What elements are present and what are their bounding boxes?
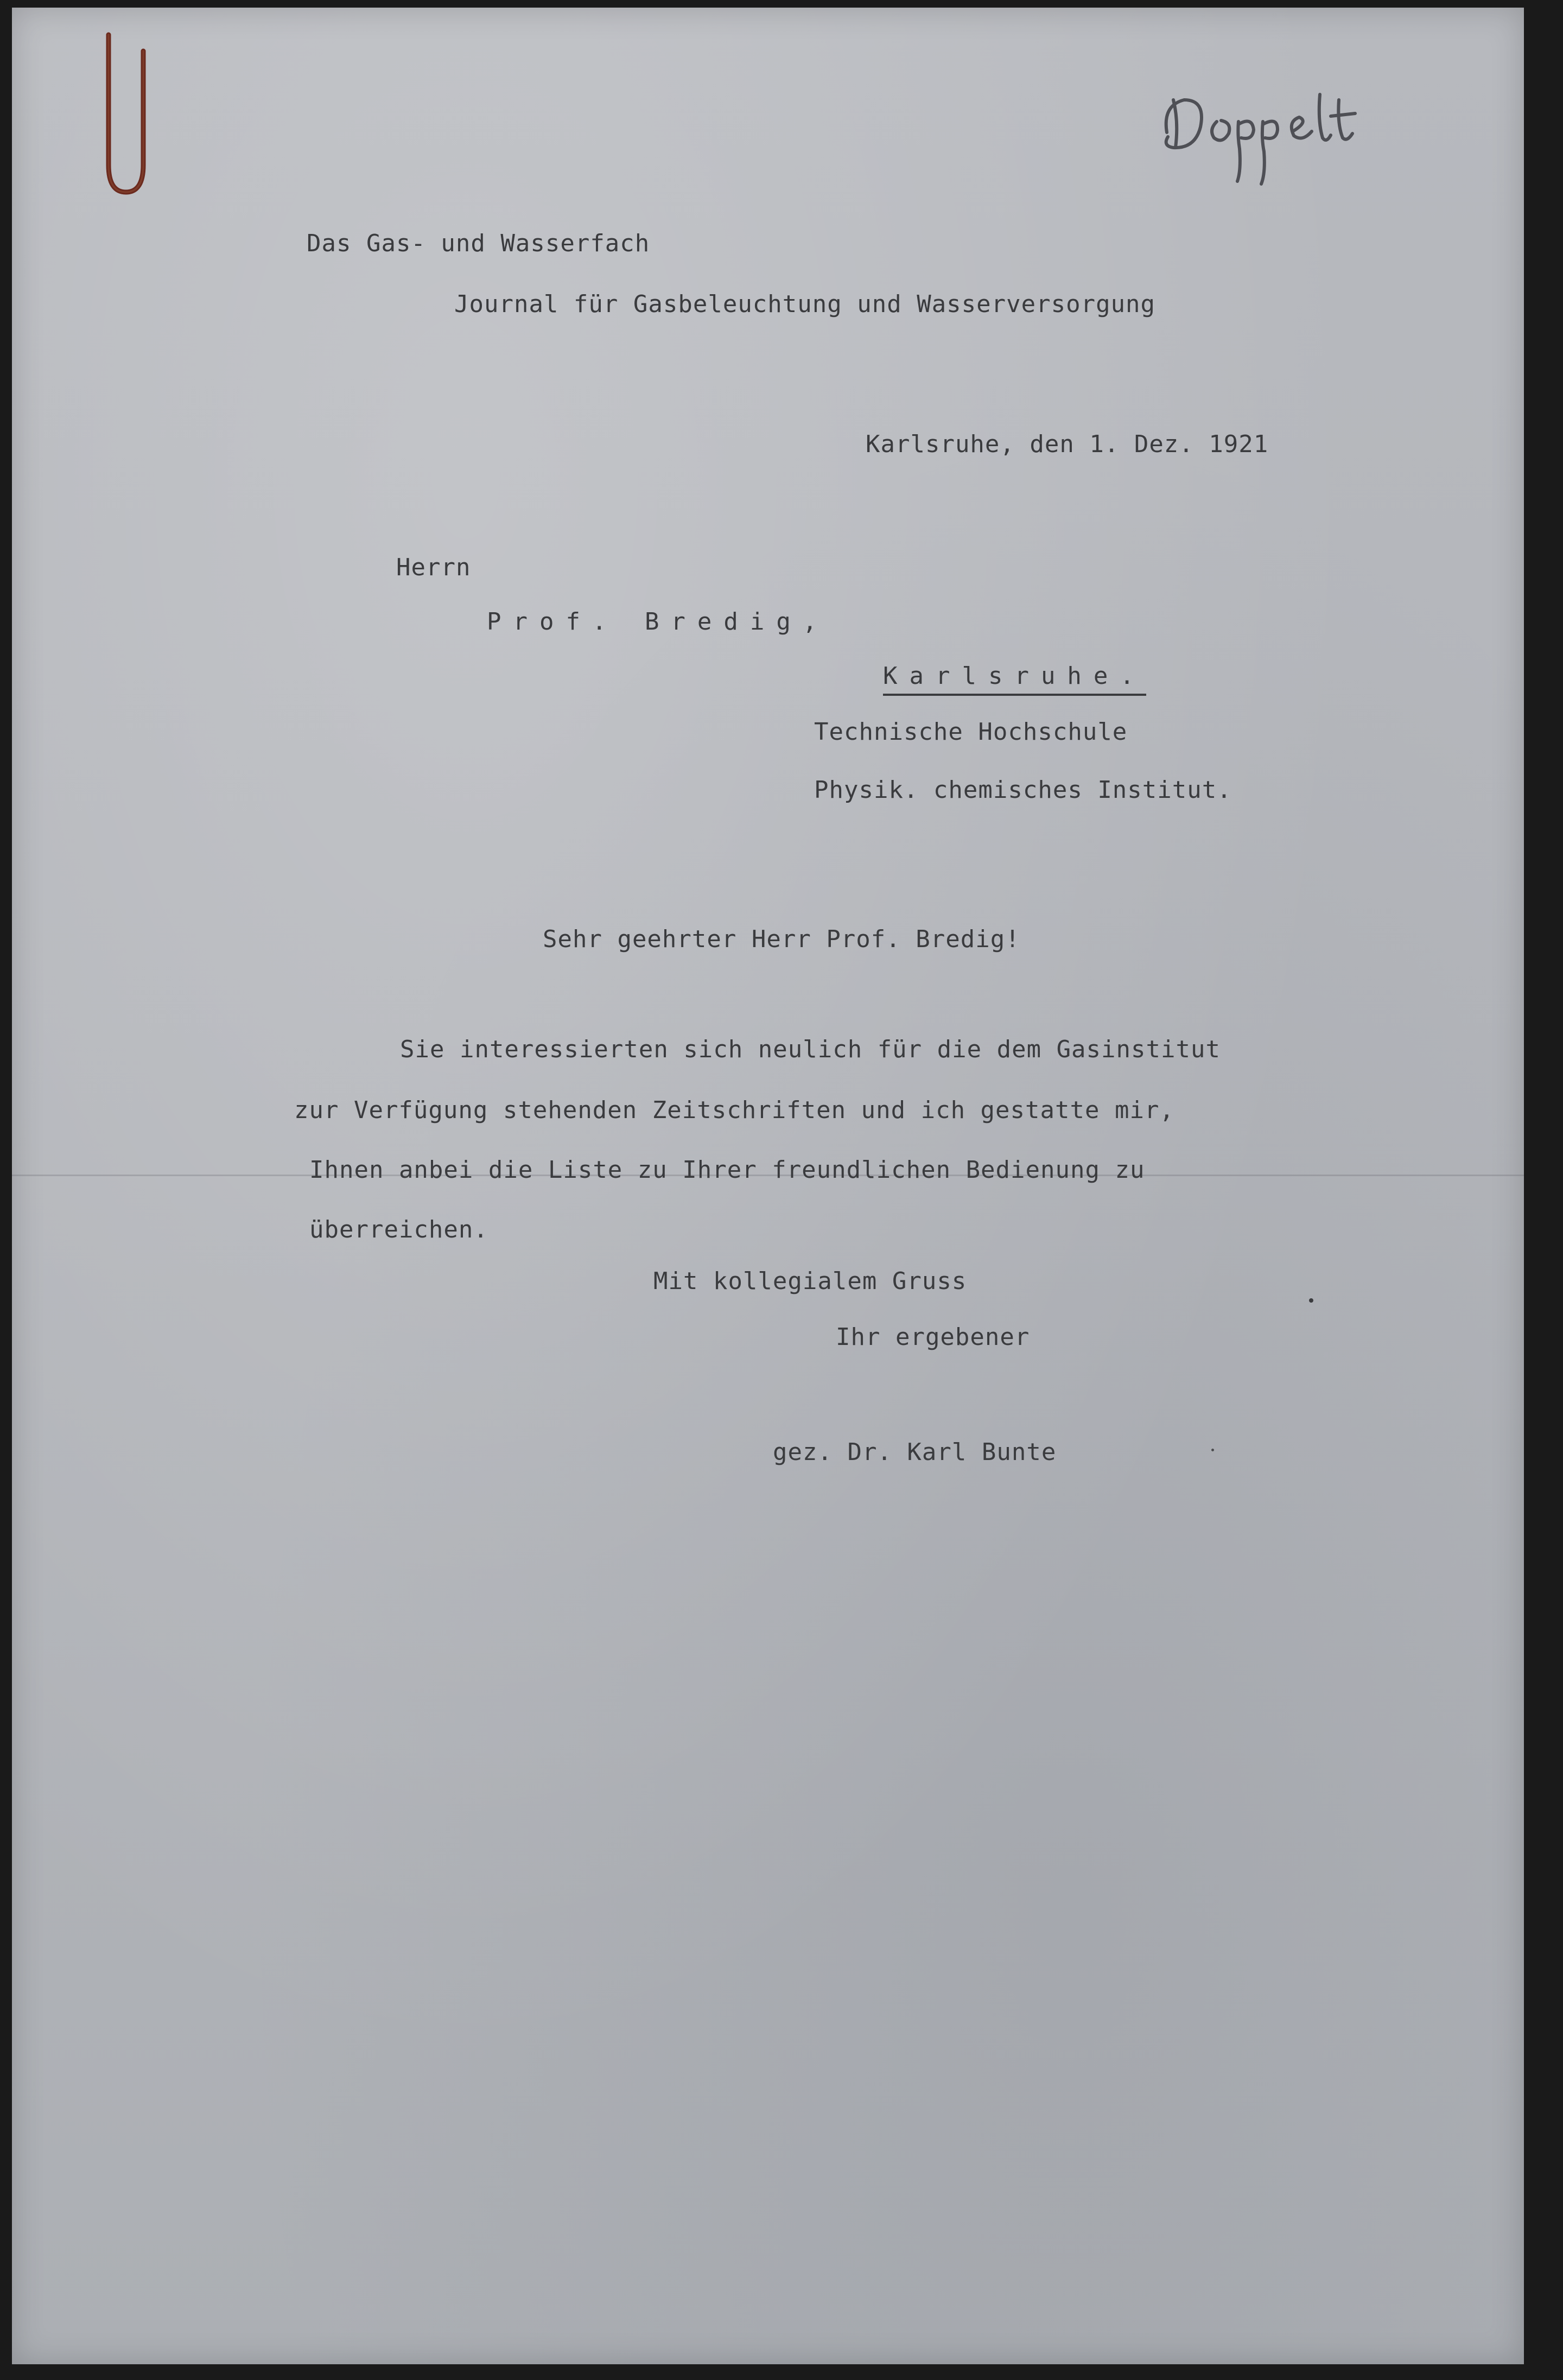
- recipient-city: Karlsruhe.: [883, 664, 1146, 696]
- closing-line1: Mit kollegialem Gruss: [653, 1267, 967, 1295]
- recipient-institution: Technische Hochschule: [814, 718, 1128, 746]
- recipient-name: Prof. Bredig,: [487, 608, 829, 636]
- paperclip-icon: [92, 29, 152, 203]
- signature-line: gez. Dr. Karl Bunte: [773, 1438, 1057, 1466]
- body-line-3: Ihnen anbei die Liste zu Ihrer freundlichen Bedienung zu: [309, 1156, 1145, 1184]
- letterhead-line1: Das Gas- und Wasserfach: [307, 230, 650, 257]
- body-line-1: Sie interessierten sich neulich für die dem Gasinstitut: [400, 1036, 1221, 1063]
- handwritten-doppelt-note: [1157, 84, 1385, 187]
- letter-sheet: [12, 8, 1524, 2364]
- ink-speck: [1309, 1298, 1313, 1303]
- closing-line2: Ihr ergebener: [836, 1323, 1030, 1351]
- body-line-4: überreichen.: [309, 1216, 488, 1243]
- recipient-department: Physik. chemisches Institut.: [814, 776, 1232, 804]
- letterhead-line2: Journal für Gasbeleuchtung und Wasserversorgung: [454, 290, 1156, 318]
- date-line: Karlsruhe, den 1. Dez. 1921: [866, 430, 1269, 458]
- greeting: Sehr geehrter Herr Prof. Bredig!: [543, 925, 1020, 953]
- recipient-salutation-word: Herrn: [396, 554, 471, 581]
- body-line-2: zur Verfügung stehenden Zeitschriften und ich gestatte mir,: [294, 1096, 1174, 1124]
- ink-speck: [1211, 1449, 1214, 1451]
